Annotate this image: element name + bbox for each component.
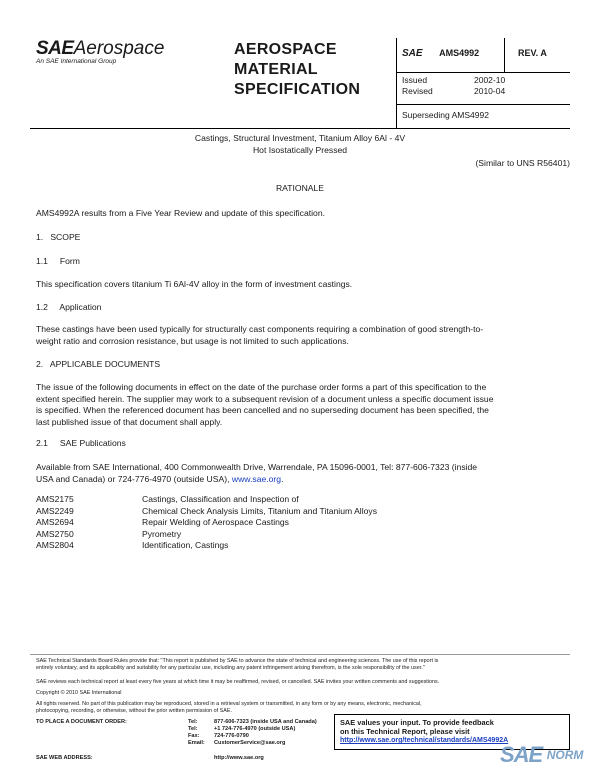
section-1-2-text xyxy=(36,324,570,347)
reference-title: Pyrometry xyxy=(142,528,182,539)
footer-rights-line-2: photocopying, recording, or otherwise, without the prior written permission of SAE. xyxy=(36,708,232,714)
section-1-1-heading: 1.1 Form xyxy=(36,256,80,266)
order-row xyxy=(188,726,334,733)
reference-title: Repair Welding of Aerospace Castings xyxy=(142,517,289,527)
section-2-line-4: last published issue of that document shall apply. xyxy=(36,416,223,427)
section-2-1-line-2a: USA and Canada) or 724-776-4970 (outside USA), xyxy=(36,473,232,484)
watermark-norm: NORM xyxy=(546,748,584,762)
doc-number-cell xyxy=(402,48,502,59)
reference-code: AMS2750 xyxy=(36,528,74,539)
footer-rights xyxy=(36,701,570,715)
web-address-label: SAE WEB ADDRESS: xyxy=(36,755,93,761)
reference-row xyxy=(36,517,570,529)
tel-value[interactable]: 877-606-7323 (inside USA and Canada) xyxy=(214,719,317,725)
section-2-1-line-2b: . xyxy=(281,473,284,484)
title-line-2: MATERIAL xyxy=(234,61,318,78)
section-2-line-3: is specified. When the referenced document has been cancelled and no superseding document has been specified, the xyxy=(36,405,489,415)
order-contacts xyxy=(188,719,334,747)
order-label: TO PLACE A DOCUMENT ORDER: xyxy=(36,719,127,725)
reference-code: AMS2694 xyxy=(36,517,74,527)
sae-aerospace-logo xyxy=(36,38,216,65)
feedback-link[interactable]: http://www.sae.org/technical/standards/AMS4992A xyxy=(340,737,509,744)
section-2-1-text xyxy=(36,462,570,485)
header-hline-1 xyxy=(396,72,570,73)
footer-notice-line-2: entirely voluntary, and its applicability and suitability for any particular use, including any patent infringement arising therefrom, is the sole responsibility of the user." xyxy=(36,665,425,671)
superseding-text: Superseding AMS4992 xyxy=(402,110,489,120)
feedback-line-2: on this Technical Report, please visit xyxy=(340,727,470,736)
doc-number: AMS4992 xyxy=(439,48,480,58)
section-1-heading: 1. SCOPE xyxy=(36,232,81,242)
reference-title: Castings, Classification and Inspection of xyxy=(142,494,299,504)
order-row xyxy=(188,719,334,726)
reference-row xyxy=(36,540,570,552)
section-1-2-line-1: These castings have been used typically for structurally cast components requiring a combination of good strength-to- xyxy=(36,324,484,334)
footer-rule xyxy=(30,654,570,655)
footer-review-notice: SAE reviews each technical report at least every five years at which time it may be reaffirmed, revised, or cancelled. SAE invites your written comments and suggestions. xyxy=(36,679,440,685)
revision-label: REV. A xyxy=(518,48,547,58)
footer-standards-notice xyxy=(36,658,570,672)
reference-row xyxy=(36,494,570,506)
title-line-1: AEROSPACE xyxy=(234,41,337,58)
section-1-2-line-2: weight ratio and corrosion resistance, but usage is not limited to such applications. xyxy=(36,335,349,346)
logo-tagline: An SAE International Group xyxy=(36,58,117,65)
fax-label: Fax: xyxy=(188,733,200,739)
email-label: Email: xyxy=(188,740,205,746)
section-1-1-text: This specification covers titanium Ti 6Al-4V alloy in the form of investment castings. xyxy=(36,279,353,289)
reference-title: Identification, Castings xyxy=(142,540,229,550)
tel2-value[interactable]: +1 724-776-4970 (outside USA) xyxy=(214,726,296,732)
email-value[interactable]: CustomerService@sae.org xyxy=(214,740,286,746)
footer-copyright: Copyright © 2010 SAE International xyxy=(36,690,122,696)
document-title-line-1: Castings, Structural Investment, Titanium Alloy 6Al - 4V xyxy=(194,133,406,143)
feedback-line-1: SAE values your input. To provide feedback xyxy=(340,718,494,727)
section-2-1-line-1: Available from SAE International, 400 Commonwealth Drive, Warrendale, PA 15096-0001, Tel: 877-606-7323 (inside xyxy=(36,462,478,472)
section-2-1-line-2 xyxy=(36,474,570,486)
sae-mark: SAE xyxy=(402,48,423,59)
footer-notice-line-1: SAE Technical Standards Board Rules provide that: "This report is published by SAE to advance the state of technical and engineering sciences. The use of this report is xyxy=(36,658,439,664)
logo-sae-text: SAE xyxy=(36,38,74,59)
section-2-text xyxy=(36,382,570,428)
reference-title: Chemical Check Analysis Limits, Titanium and Titanium Alloys xyxy=(142,505,377,516)
section-2-line-2: extent specified herein. The supplier may work to a subsequent revision of a document unless a specific document issue xyxy=(36,393,494,404)
rationale-text: AMS4992A results from a Five Year Review and update of this specification. xyxy=(36,208,326,218)
sae-website-link[interactable]: www.sae.org xyxy=(231,473,282,484)
reference-code: AMS2175 xyxy=(36,494,74,504)
header-hline-2 xyxy=(396,104,570,105)
reference-list xyxy=(36,494,570,552)
logo-aerospace-text: Aerospace xyxy=(73,38,165,59)
order-row xyxy=(188,733,334,740)
section-2-line-1: The issue of the following documents in effect on the date of the purchase order forms a part of this specification to the xyxy=(36,382,487,392)
fax-value: 724-776-0790 xyxy=(214,733,249,739)
sae-norm-watermark xyxy=(500,742,596,772)
section-1-2-heading: 1.2 Application xyxy=(36,302,102,312)
web-address-value[interactable]: http://www.sae.org xyxy=(214,755,264,761)
header-vline-2 xyxy=(504,38,505,72)
document-title xyxy=(30,133,570,156)
revised-value: 2010-04 xyxy=(474,86,506,96)
reference-row xyxy=(36,506,570,518)
tel-label: Tel: xyxy=(188,719,198,725)
issued-label: Issued xyxy=(402,75,428,85)
revised-label: Revised xyxy=(402,86,433,96)
reference-code: AMS2249 xyxy=(36,505,74,516)
header-vline-1 xyxy=(396,38,397,128)
section-2-1-heading: 2.1 SAE Publications xyxy=(36,438,126,448)
document-title-line-2: Hot Isostatically Pressed xyxy=(252,144,348,155)
similar-uns: (Similar to UNS R56401) xyxy=(475,158,570,168)
watermark-sae: SAE xyxy=(500,742,543,767)
tel2-label: Tel: xyxy=(188,726,198,732)
footer-rights-line-1: All rights reserved. No part of this publication may be reproduced, stored in a retrieval system or transmitted, in any form or by any means, electronic, mechanical, xyxy=(36,701,422,707)
order-row xyxy=(188,740,334,747)
reference-code: AMS2804 xyxy=(36,540,74,550)
reference-row xyxy=(36,529,570,541)
issued-value: 2002-10 xyxy=(474,75,506,85)
title-line-3: SPECIFICATION xyxy=(234,81,361,98)
document-type-title xyxy=(234,40,394,100)
rationale-heading: RATIONALE xyxy=(275,183,325,193)
header-hline-bottom xyxy=(30,128,570,129)
section-2-heading: 2. APPLICABLE DOCUMENTS xyxy=(36,359,161,369)
